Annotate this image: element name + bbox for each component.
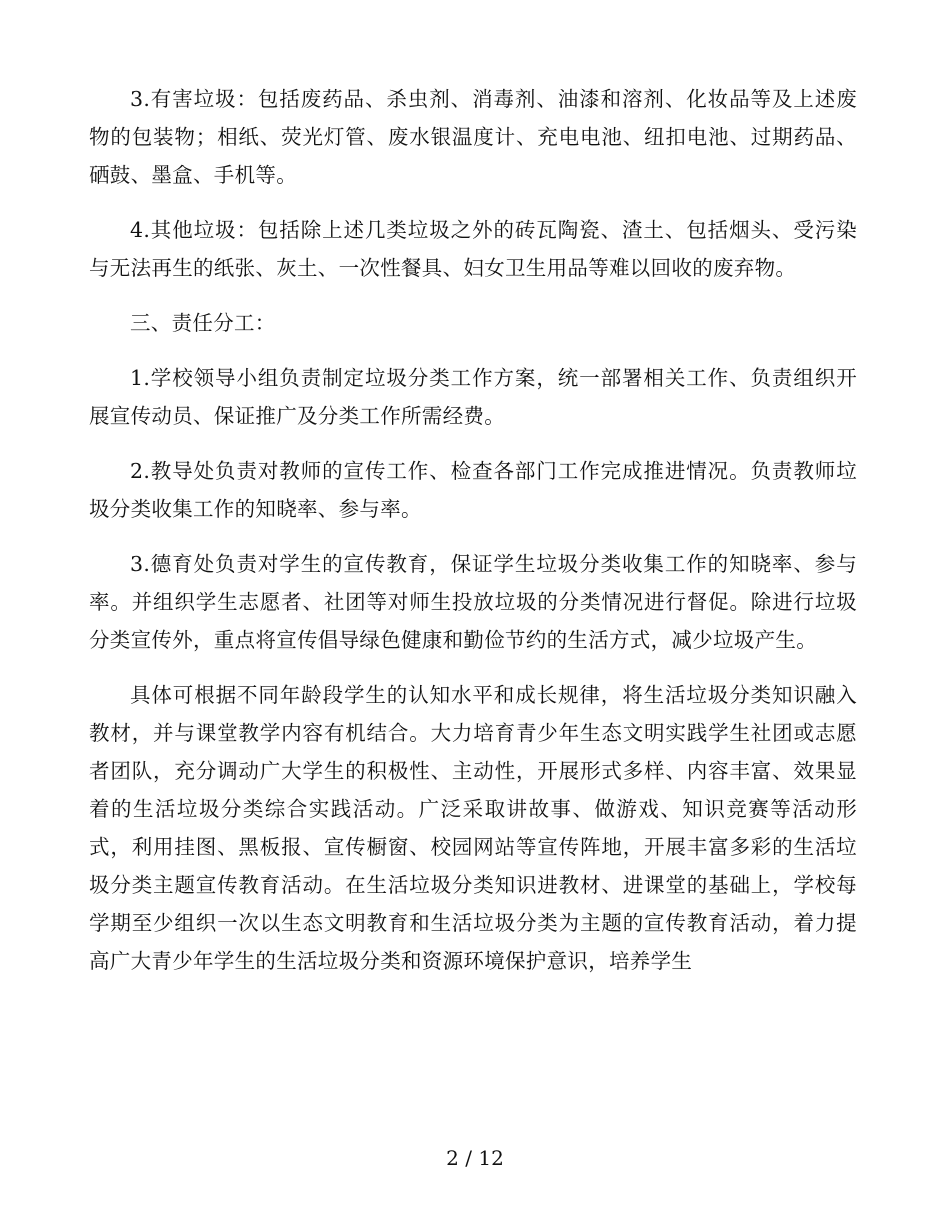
paragraph-other-waste: 4.其他垃圾：包括除上述几类垃圾之外的砖瓦陶瓷、渣土、包括烟头、受污染与无法再生的纸张、灰土、一次性餐具、妇女卫生用品等难以回收的废弃物。 [89, 218, 857, 280]
page-number: 2 / 12 [446, 1146, 504, 1170]
document-body [89, 80, 857, 997]
paragraph-moral-education: 3.德育处负责对学生的宣传教育，保证学生垃圾分类收集工作的知晓率、参与率。并组织学生志愿者、社团等对师生投放垃圾的分类情况进行督促。除进行垃圾分类宣传外，重点将宣传倡导绿色健康和勤俭节约的生活方式，减少垃圾产生。 [89, 552, 857, 652]
paragraph-academic-affairs: 2.教导处负责对教师的宣传工作、检查各部门工作完成推进情况。负责教师垃圾分类收集工作的知晓率、参与率。 [89, 459, 857, 521]
section-heading-responsibilities: 三、责任分工： [130, 311, 276, 335]
paragraph-specific-measures: 具体可根据不同年龄段学生的认知水平和成长规律，将生活垃圾分类知识融入教材，并与课堂教学内容有机结合。大力培育青少年生态文明实践学生社团或志愿者团队，充分调动广大学生的积极性、主动性，开展形式多样、内容丰富、效果显着的生活垃圾分类综合实践活动。广泛采取讲故事、做游戏、知识竞赛等活动形式，利用挂图、黑板报、宣传橱窗、校园网站等宣传阵地，开展丰富多彩的生活垃圾分类主题宣传教育活动。在生活垃圾分类知识进教材、进课堂的基础上，学校每学期至少组织一次以生态文明教育和生活垃圾分类为主题的宣传教育活动，着力提高广大青少年学生的生活垃圾分类和资源环境保护意识，培养学生 [89, 683, 857, 973]
paragraph-leadership-group: 1.学校领导小组负责制定垃圾分类工作方案，统一部署相关工作、负责组织开展宣传动员、保证推广及分类工作所需经费。 [89, 366, 857, 428]
paragraph-hazardous-waste: 3.有害垃圾：包括废药品、杀虫剂、消毒剂、油漆和溶剂、化妆品等及上述废物的包装物；相纸、荧光灯管、废水银温度计、充电电池、纽扣电池、过期药品、硒鼓、墨盒、手机等。 [89, 87, 857, 187]
